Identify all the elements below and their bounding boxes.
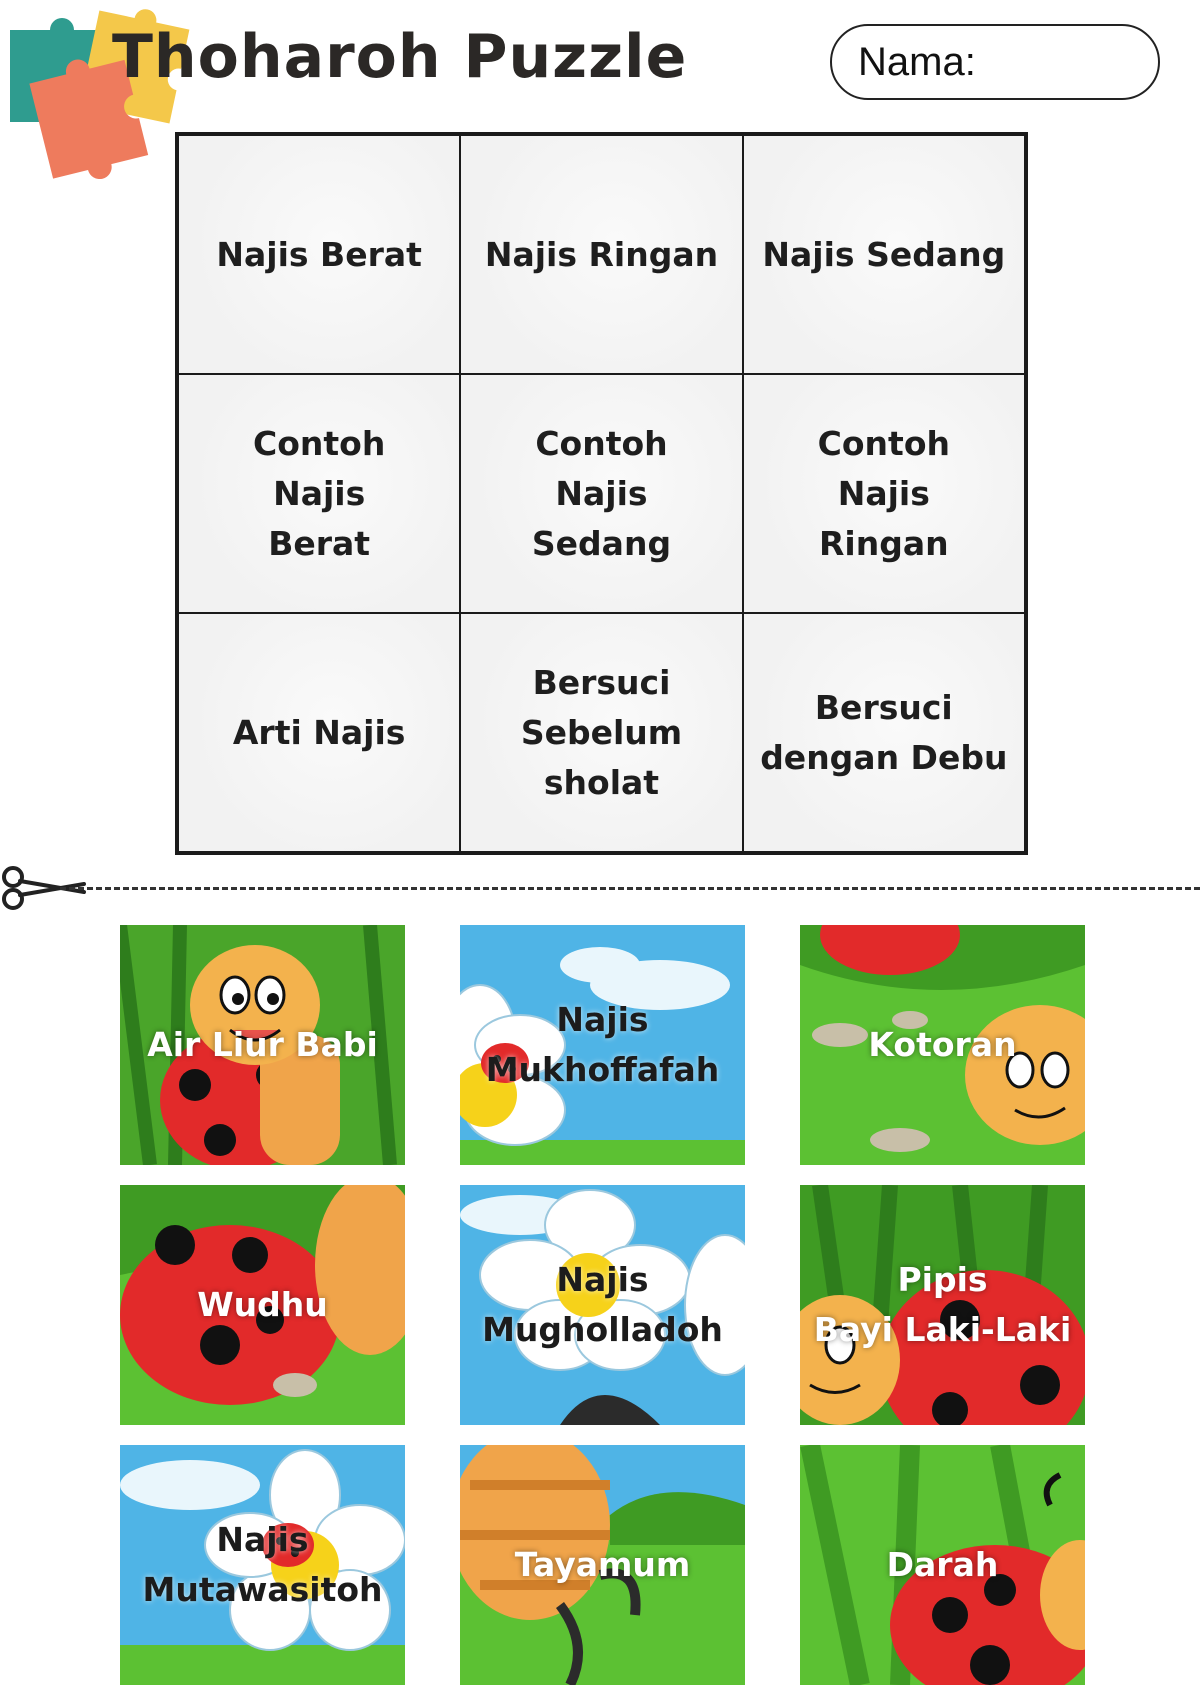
- board-cell[interactable]: [178, 374, 460, 613]
- puzzle-piece[interactable]: [120, 925, 405, 1165]
- piece-label: Najis Mutawasitoh: [142, 1520, 383, 1609]
- board-cell[interactable]: [178, 613, 460, 852]
- board-cell[interactable]: [743, 374, 1025, 613]
- board-cell[interactable]: [178, 135, 460, 374]
- puzzle-board: [175, 132, 1028, 855]
- board-cell-label: Contoh Najis Ringan: [817, 423, 950, 563]
- piece-label: Wudhu: [197, 1285, 328, 1324]
- piece-label: Kotoran: [868, 1025, 1017, 1064]
- piece-label: Pipis Bayi Laki-Laki: [813, 1260, 1072, 1349]
- name-field[interactable]: [830, 24, 1160, 100]
- piece-label: Tayamum: [514, 1545, 691, 1584]
- board-cell-label: Najis Berat: [216, 234, 422, 274]
- board-cell[interactable]: [743, 613, 1025, 852]
- piece-label: Najis Mukhoffafah: [485, 1000, 720, 1089]
- piece-label: Darah: [886, 1545, 999, 1584]
- board-cell-label: Najis Sedang: [762, 234, 1006, 274]
- puzzle-piece[interactable]: [800, 1185, 1085, 1425]
- cut-line: [60, 887, 1200, 890]
- board-cell[interactable]: [460, 374, 742, 613]
- board-cell[interactable]: [460, 613, 742, 852]
- board-cell-label: Contoh Najis Sedang: [531, 423, 672, 563]
- board-cell[interactable]: [460, 135, 742, 374]
- puzzle-piece[interactable]: [800, 1445, 1085, 1685]
- piece-label: Air Liur Babi: [147, 1025, 378, 1064]
- piece-label: Najis Mugholladoh: [482, 1260, 723, 1349]
- board-cell-label: Bersuci Sebelum sholat: [520, 662, 683, 802]
- puzzle-piece[interactable]: [120, 1445, 405, 1685]
- puzzle-pieces-area: [120, 925, 1085, 1685]
- board-cell-label: Contoh Najis Berat: [253, 423, 386, 563]
- puzzle-piece[interactable]: [120, 1185, 405, 1425]
- puzzle-piece[interactable]: [460, 925, 745, 1165]
- name-label: Nama:: [858, 39, 976, 84]
- puzzle-piece[interactable]: [460, 1185, 745, 1425]
- puzzle-piece[interactable]: [800, 925, 1085, 1165]
- board-cell-label: Bersuci dengan Debu: [760, 687, 1008, 777]
- board-cell-label: Najis Ringan: [484, 234, 719, 274]
- board-cell-label: Arti Najis: [232, 712, 406, 752]
- board-cell[interactable]: [743, 135, 1025, 374]
- page-title: Thoharoh Puzzle: [112, 22, 688, 92]
- puzzle-piece[interactable]: [460, 1445, 745, 1685]
